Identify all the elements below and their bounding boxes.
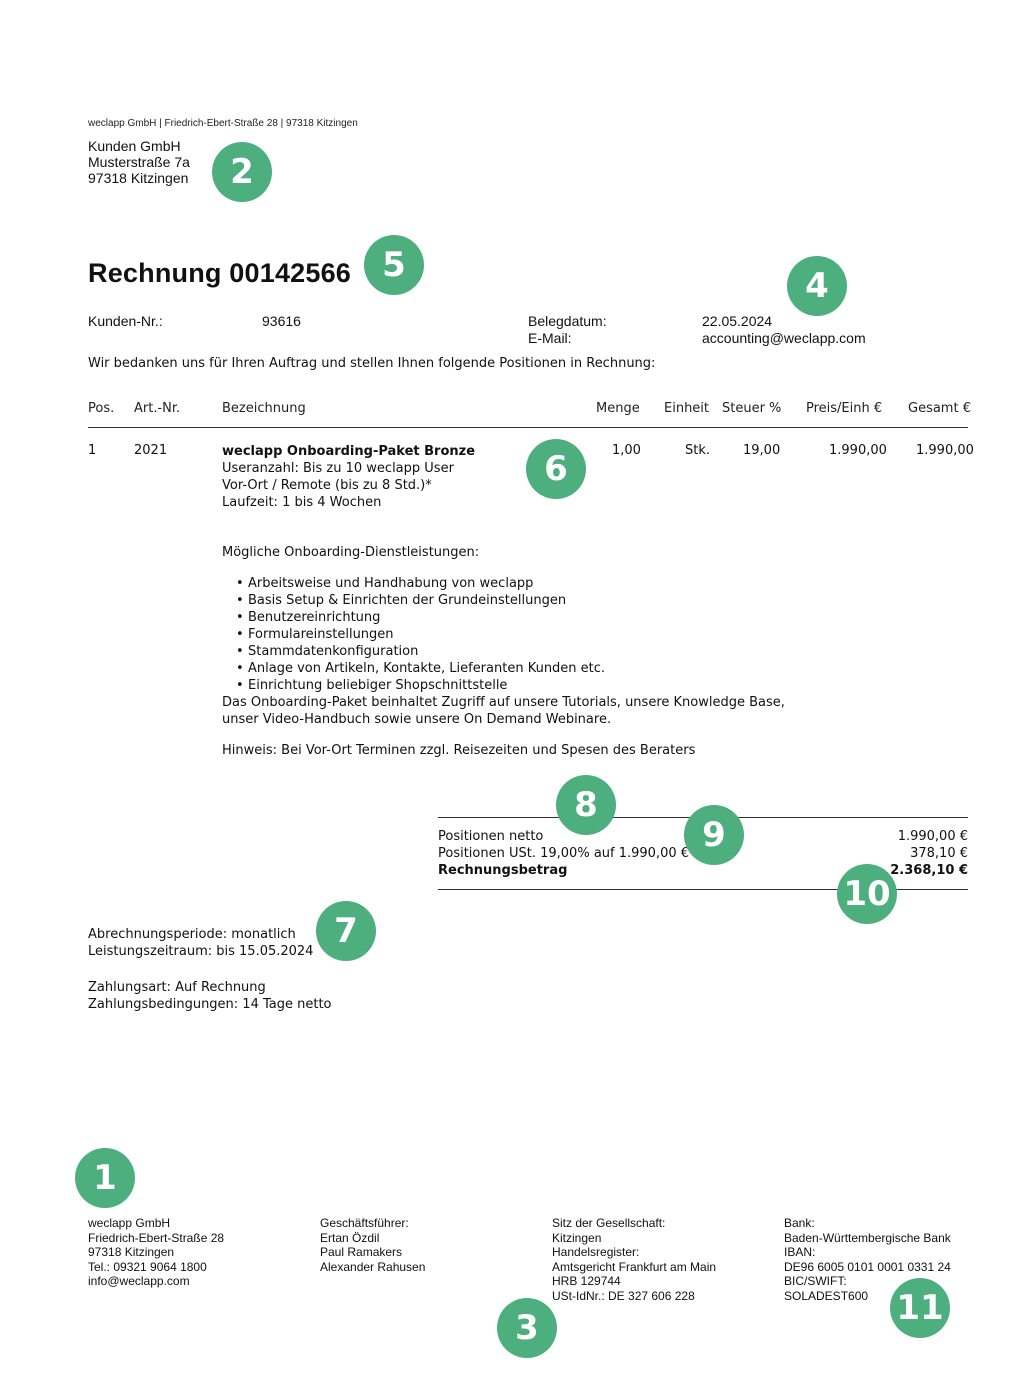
- row-description: [222, 443, 802, 759]
- header-price: Preis/Einh €: [806, 401, 883, 416]
- footer-line: Geschäftsführer:: [320, 1216, 409, 1230]
- recipient-street: Musterstraße 7a: [88, 154, 190, 170]
- product-name: weclapp Onboarding-Paket Bronze: [222, 444, 476, 459]
- package-note: Das Onboarding-Paket beinhaltet Zugriff auf unsere Tutorials, unsere Knowledge Base,: [222, 695, 785, 710]
- header-qty: Menge: [596, 401, 640, 416]
- footer-line: Kitzingen: [552, 1230, 602, 1245]
- payment-method: Zahlungsart: Auf Rechnung: [88, 980, 266, 995]
- product-line: Useranzahl: Bis zu 10 weclapp User: [222, 461, 454, 476]
- date-label: Belegdatum:: [528, 313, 607, 329]
- callout-badge-1: 1: [75, 1148, 135, 1208]
- services-list: [222, 575, 802, 694]
- footer-line: Ertan Özdil: [320, 1230, 380, 1245]
- recipient-name: Kunden GmbH: [88, 138, 181, 154]
- email-value: accounting@weclapp.com: [702, 330, 866, 346]
- net-value: 1.990,00 €: [897, 829, 968, 844]
- recipient-city: 97318 Kitzingen: [88, 170, 189, 186]
- callout-badge-5: 5: [364, 235, 424, 295]
- footer-line: BIC/SWIFT:: [784, 1274, 847, 1288]
- callout-badge-7: 7: [316, 901, 376, 961]
- footer-line: SOLADEST600: [784, 1288, 869, 1303]
- payment-terms: Zahlungsbedingungen: 14 Tage netto: [88, 997, 332, 1012]
- callout-badge-6: 6: [526, 439, 586, 499]
- footer-line: Sitz der Gesellschaft:: [552, 1216, 666, 1230]
- header-total: Gesamt €: [908, 401, 971, 416]
- list-item: • Benutzereinrichtung: [236, 609, 802, 626]
- hint-text: Hinweis: Bei Vor-Ort Terminen zzgl. Reisezeiten und Spesen des Beraters: [222, 743, 696, 758]
- vat-value: 378,10 €: [910, 846, 968, 861]
- footer-line: HRB 129744: [552, 1274, 621, 1288]
- row-tax: 19,00: [743, 443, 781, 458]
- list-item: • Anlage von Artikeln, Kontakte, Lieferanten Kunden etc.: [236, 660, 802, 677]
- footer-line: weclapp GmbH: [88, 1216, 171, 1230]
- date-value: 22.05.2024: [702, 313, 773, 329]
- product-line: Laufzeit: 1 bis 4 Wochen: [222, 495, 382, 510]
- footer-line: DE96 6005 0101 0001 0331 24: [784, 1259, 951, 1274]
- net-label: Positionen netto: [438, 829, 544, 844]
- email-label: E-Mail:: [528, 330, 572, 346]
- customer-no-label: Kunden-Nr.:: [88, 313, 163, 329]
- list-item: • Basis Setup & Einrichten der Grundeinstellungen: [236, 592, 802, 609]
- callout-badge-4: 4: [787, 256, 847, 316]
- table-header-divider: [88, 427, 968, 428]
- callout-badge-10: 10: [837, 864, 897, 924]
- header-art: Art.-Nr.: [134, 401, 181, 416]
- footer-line: Paul Ramakers: [320, 1245, 403, 1259]
- footer-line: Friedrich-Ebert-Straße 28: [88, 1230, 225, 1245]
- list-item: • Einrichtung beliebiger Shopschnittstelle: [236, 677, 802, 694]
- recipient-address: [88, 138, 190, 186]
- footer-line: Amtsgericht Frankfurt am Main: [552, 1259, 717, 1274]
- header-tax: Steuer %: [722, 401, 782, 416]
- callout-badge-2: 2: [212, 142, 272, 202]
- service-period: Leistungszeitraum: bis 15.05.2024: [88, 944, 314, 959]
- list-item: • Arbeitsweise und Handhabung von weclapp: [236, 575, 802, 592]
- footer-line: Handelsregister:: [552, 1245, 640, 1259]
- customer-no-value: 93616: [262, 313, 301, 329]
- intro-text: Wir bedanken uns für Ihren Auftrag und stellen Ihnen folgende Positionen in Rechnung:: [88, 356, 656, 371]
- footer-line: 97318 Kitzingen: [88, 1245, 175, 1259]
- footer-line: IBAN:: [784, 1245, 816, 1259]
- package-note: unser Video-Handbuch sowie unsere On Demand Webinare.: [222, 712, 612, 727]
- total-value: 2.368,10 €: [890, 863, 968, 878]
- header-pos: Pos.: [88, 401, 115, 416]
- row-price: 1.990,00: [829, 443, 887, 458]
- row-qty: 1,00: [612, 443, 641, 458]
- footer-line: USt-IdNr.: DE 327 606 228: [552, 1288, 695, 1303]
- header-desc: Bezeichnung: [222, 401, 306, 416]
- footer-line: Tel.: 09321 9064 1800: [88, 1259, 207, 1274]
- billing-period: Abrechnungsperiode: monatlich: [88, 927, 296, 942]
- invoice-title: Rechnung 00142566: [88, 258, 352, 288]
- callout-badge-3: 3: [497, 1298, 557, 1358]
- callout-badge-11: 11: [890, 1278, 950, 1338]
- footer-line: info@weclapp.com: [88, 1274, 190, 1288]
- footer-line: Alexander Rahusen: [320, 1259, 426, 1274]
- row-art: 2021: [134, 443, 168, 458]
- list-item: • Formulareinstellungen: [236, 626, 802, 643]
- row-total: 1.990,00: [916, 443, 974, 458]
- row-unit: Stk.: [685, 443, 711, 458]
- footer-company: [88, 1216, 224, 1289]
- footer-line: Baden-Württembergische Bank: [784, 1230, 951, 1245]
- callout-badge-8: 8: [556, 775, 616, 835]
- total-label: Rechnungsbetrag: [438, 863, 568, 878]
- sender-line: weclapp GmbH | Friedrich-Ebert-Straße 28 | 97318 Kitzingen: [88, 118, 358, 129]
- list-item: • Stammdatenkonfiguration: [236, 643, 802, 660]
- footer-line: Bank:: [784, 1216, 815, 1230]
- footer-registry: [552, 1216, 716, 1303]
- callout-badge-9: 9: [684, 805, 744, 865]
- vat-label: Positionen USt. 19,00% auf 1.990,00 €: [438, 846, 690, 861]
- product-line: Vor-Ort / Remote (bis zu 8 Std.)*: [222, 478, 432, 493]
- row-pos: 1: [88, 443, 97, 458]
- header-unit: Einheit: [664, 401, 710, 416]
- footer-management: [320, 1216, 425, 1274]
- services-heading: Mögliche Onboarding-Dienstleistungen:: [222, 545, 480, 560]
